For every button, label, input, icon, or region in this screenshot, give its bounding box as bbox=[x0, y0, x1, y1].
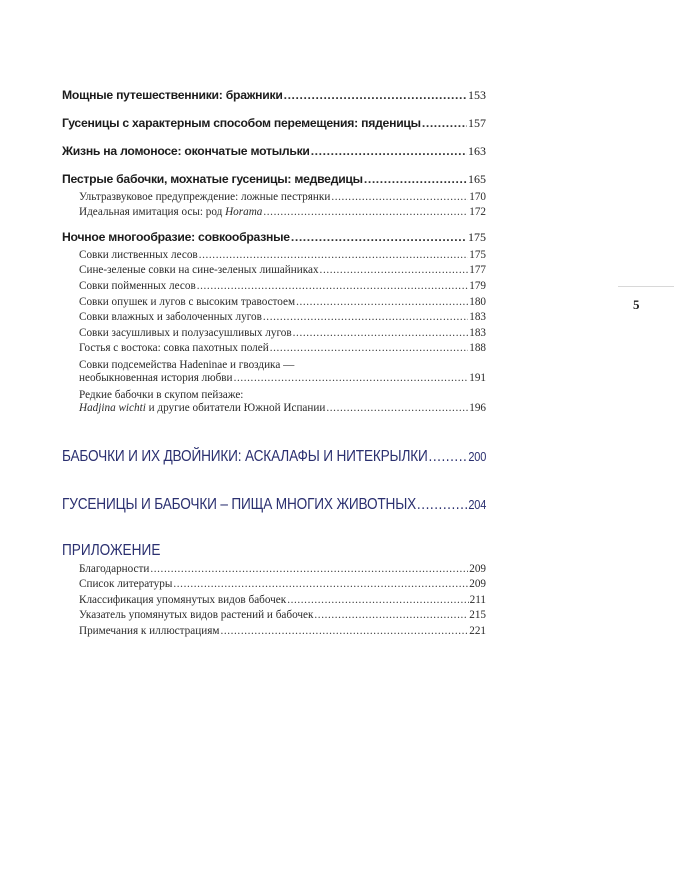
table-of-contents bbox=[62, 88, 486, 637]
toc-entry-page: 179 bbox=[469, 279, 486, 292]
toc-leader-dots bbox=[326, 402, 468, 414]
toc-entry-page: 163 bbox=[468, 144, 486, 158]
toc-entry-title: Мощные путешественники: бражники bbox=[62, 88, 283, 102]
toc-leader-dots bbox=[197, 280, 468, 292]
toc-leader-dots bbox=[422, 116, 467, 130]
toc-entry-title: Совки лиственных лесов bbox=[79, 248, 198, 261]
toc-entry-page: 177 bbox=[469, 264, 486, 277]
toc-leader-dots bbox=[220, 625, 468, 637]
toc-leader-dots bbox=[293, 327, 469, 339]
toc-leader-dots bbox=[284, 88, 467, 102]
toc-subentry bbox=[62, 609, 486, 621]
toc-leader-dots bbox=[417, 496, 468, 514]
toc-subentry bbox=[62, 206, 486, 218]
toc-leader-dots bbox=[270, 342, 468, 354]
toc-entry-page: 157 bbox=[468, 116, 486, 130]
margin-rule bbox=[618, 286, 674, 287]
toc-leader-dots bbox=[199, 249, 469, 261]
toc-entry-page: 183 bbox=[469, 311, 486, 324]
toc-entry-title: Ультразвуковое предупреждение: ложные пестрянки bbox=[79, 190, 331, 203]
toc-entry-title-italic: Hadjina wichti bbox=[79, 401, 146, 414]
toc-leader-dots bbox=[311, 144, 467, 158]
toc-entry-title: Совки засушливых и полузасушливых лугов bbox=[79, 326, 292, 339]
toc-entry-page: 191 bbox=[469, 371, 486, 384]
toc-leader-dots bbox=[234, 372, 469, 384]
toc-subentry bbox=[62, 264, 486, 276]
toc-entry-title: Пестрые бабочки, мохнатые гусеницы: медведицы bbox=[62, 172, 363, 186]
toc-subentry bbox=[62, 563, 486, 575]
toc-subentry bbox=[62, 280, 486, 292]
toc-entry-title: Совки опушек и лугов с высоким травостоем bbox=[79, 295, 296, 308]
toc-entry-title: Примечания к иллюстрациям bbox=[79, 624, 220, 637]
toc-chapter-title: БАБОЧКИ И ИХ ДВОЙНИКИ: АСКАЛАФЫ И НИТЕКРЫЛКИ bbox=[62, 447, 428, 465]
toc-entry-page: 215 bbox=[469, 609, 486, 622]
toc-entry bbox=[62, 144, 486, 159]
toc-entry-title-line2: необыкновенная история любви bbox=[79, 371, 233, 384]
toc-entry-title: Указатель упомянутых видов растений и бабочек bbox=[79, 609, 314, 622]
toc-entry-page: 153 bbox=[468, 88, 486, 102]
toc-entry-title: Сине-зеленые совки на сине-зеленых лишайниках bbox=[79, 264, 319, 277]
toc-subentry bbox=[62, 594, 486, 606]
toc-entry-title-line2 bbox=[79, 402, 325, 414]
toc-entry-page: 196 bbox=[469, 401, 486, 414]
page-number: 5 bbox=[633, 297, 640, 312]
toc-chapter bbox=[62, 448, 486, 466]
toc-entry-page: 209 bbox=[469, 578, 486, 591]
toc-entry-page: 183 bbox=[469, 326, 486, 339]
toc-entry-title: Благодарности bbox=[79, 562, 150, 575]
toc-leader-dots bbox=[150, 563, 468, 575]
toc-entry-page: 209 bbox=[469, 562, 486, 575]
toc-entry-title: Гостья с востока: совка пахотных полей bbox=[79, 342, 269, 355]
toc-subentry bbox=[62, 625, 486, 637]
toc-entry-page: 175 bbox=[468, 230, 486, 245]
toc-subentry bbox=[62, 578, 486, 590]
toc-subentry bbox=[62, 249, 486, 261]
toc-leader-dots bbox=[287, 594, 468, 606]
toc-entry-title-line1: Совки подсемейства Hadeninae и гвоздика — bbox=[79, 358, 295, 371]
toc-subentry bbox=[62, 342, 486, 354]
toc-leader-dots bbox=[291, 230, 467, 244]
toc-leader-dots bbox=[320, 264, 469, 276]
toc-leader-dots bbox=[263, 206, 468, 218]
toc-leader-dots bbox=[263, 311, 468, 323]
toc-subentry bbox=[62, 191, 486, 203]
toc-entry-title-text: и другие обитатели Южной Испании bbox=[145, 401, 326, 414]
toc-entry-page: 188 bbox=[469, 342, 486, 355]
toc-subentry bbox=[62, 311, 486, 323]
toc-entry-page: 175 bbox=[469, 248, 486, 261]
toc-chapter-page: 200 bbox=[468, 449, 487, 464]
toc-appendix-title: ПРИЛОЖЕНИЕ bbox=[62, 541, 161, 559]
toc-entry-title-italic: Horama bbox=[225, 206, 263, 219]
toc-entry-title: Совки влажных и заболоченных лугов bbox=[79, 311, 262, 324]
toc-entry-title: Классификация упомянутых видов бабочек bbox=[79, 593, 287, 606]
toc-leader-dots bbox=[173, 578, 468, 590]
toc-leader-dots bbox=[296, 296, 468, 308]
toc-entry-title: Гусеницы с характерным способом перемещения: пяденицы bbox=[62, 116, 421, 130]
toc-chapter-page: 204 bbox=[468, 497, 487, 512]
toc-leader-dots bbox=[314, 609, 468, 621]
toc-subentry bbox=[62, 358, 486, 384]
toc-entry-title: Список литературы bbox=[79, 578, 173, 591]
toc-subentry bbox=[62, 296, 486, 308]
toc-entry-title-line1: Редкие бабочки в скупом пейзаже: bbox=[79, 388, 244, 401]
toc-leader-dots bbox=[364, 172, 467, 186]
toc-entry-page: 221 bbox=[469, 624, 486, 637]
toc-chapter bbox=[62, 496, 486, 514]
toc-entry bbox=[62, 88, 486, 103]
toc-subentry bbox=[62, 388, 486, 414]
toc-entry-title: Совки пойменных лесов bbox=[79, 279, 196, 292]
toc-entry-title: Ночное многообразие: совкообразные bbox=[62, 230, 290, 245]
toc-entry-page: 170 bbox=[469, 190, 486, 203]
toc-entry bbox=[62, 116, 486, 131]
toc-entry-page: 172 bbox=[469, 206, 486, 219]
toc-entry bbox=[62, 172, 486, 187]
toc-entry-page: 211 bbox=[469, 593, 486, 606]
toc-subentry bbox=[62, 327, 486, 339]
toc-leader-dots bbox=[429, 448, 468, 466]
toc-entry-title: Жизнь на ломоносе: окончатые мотыльки bbox=[62, 144, 310, 158]
toc-entry-page: 180 bbox=[469, 295, 486, 308]
toc-entry-title-text: Идеальная имитация осы: род bbox=[79, 206, 226, 219]
toc-entry bbox=[62, 230, 486, 245]
toc-leader-dots bbox=[331, 191, 468, 203]
toc-entry-page: 165 bbox=[468, 172, 486, 186]
toc-entry-title bbox=[79, 206, 262, 218]
toc-chapter-title: ГУСЕНИЦЫ И БАБОЧКИ – ПИЩА МНОГИХ ЖИВОТНЫХ bbox=[62, 495, 417, 513]
